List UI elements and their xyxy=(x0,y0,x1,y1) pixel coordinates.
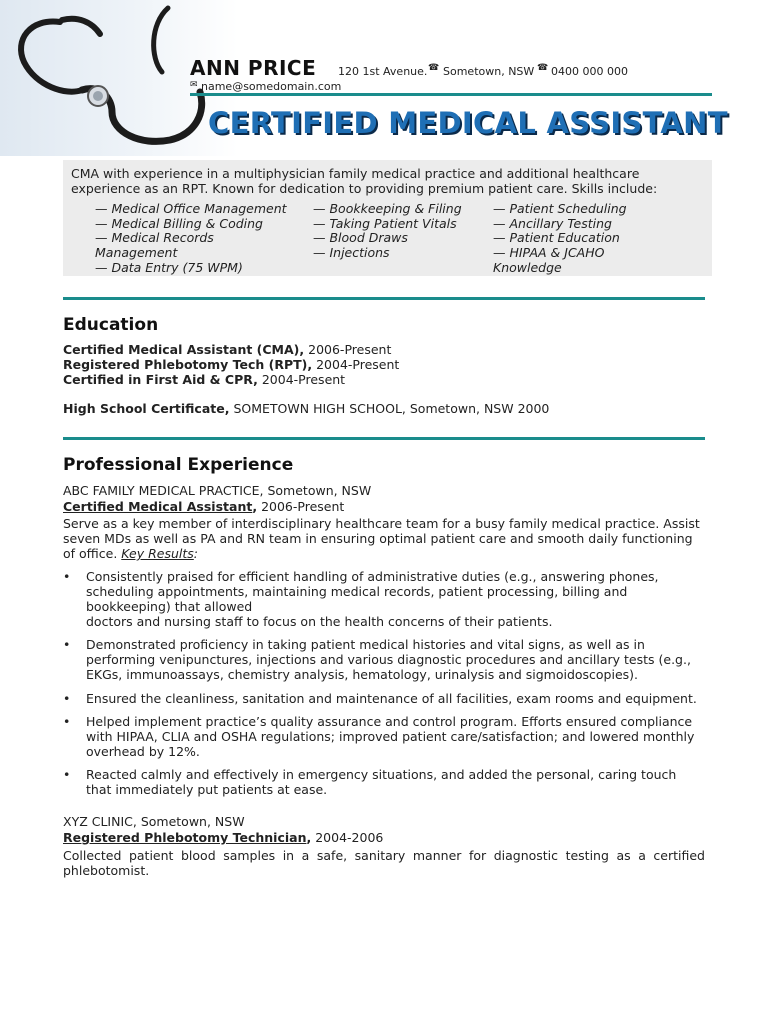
employer-name: XYZ CLINIC, Sometown, NSW xyxy=(63,814,245,829)
applicant-name: ANN PRICE xyxy=(190,56,317,80)
contact-address: 120 1st Avenue. xyxy=(338,65,428,78)
education-heading: Education xyxy=(63,315,159,335)
result-bullet: • Helped implement practice’s quality assurance and control program. Efforts ensured compliance with HIPAA, CLIA and OSHA regulations; improved patient care/satisfaction; and lowered monthly overhead by 12%. xyxy=(63,714,695,760)
skill-item: — Injections xyxy=(313,245,390,261)
bullet-icon: • xyxy=(63,691,71,706)
school-item: High School Certificate, SOMETOWN HIGH SCHOOL, Sometown, NSW 2000 xyxy=(63,401,550,416)
skill-item: — Bookkeeping & Filing xyxy=(313,201,462,216)
separator-icon: ☎ xyxy=(428,63,440,73)
skill-item: — Medical Billing & Coding xyxy=(95,215,263,231)
education-item: Certified Medical Assistant (CMA), 2006-Present xyxy=(63,342,392,357)
result-bullet: • Demonstrated proficiency in taking patient medical histories and vital signs, as well as in performing venipunctures, injections and various diagnostic procedures and ancillary tests (e.g., EKGs, immunoassays, chemistry analysis, hematology, urinalysis and sigmoidoscopies). xyxy=(63,637,691,683)
result-bullet: • Reacted calmly and effectively in emergency situations, and added the personal, caring touch that immediately put patients at ease. xyxy=(63,767,677,798)
bullet-icon: • xyxy=(63,569,71,584)
skill-item: — Ancillary Testing xyxy=(493,215,612,231)
skill-item: — HIPAA & JCAHO xyxy=(493,245,605,261)
skill-item: — Taking Patient Vitals xyxy=(313,215,457,231)
header-divider xyxy=(190,93,712,96)
education-item: Registered Phlebotomy Tech (RPT), 2004-Present xyxy=(63,357,400,372)
result-bullet-continued: doctors and nursing staff to focus on the health concerns of their patients. xyxy=(86,614,553,629)
job-title: CERTIFIED MEDICAL ASSISTANT xyxy=(208,106,728,140)
email-icon: ✉ xyxy=(190,80,198,90)
skill-item: Knowledge xyxy=(493,259,562,275)
skill-item: Management xyxy=(95,245,178,261)
contact-city: Sometown, NSW xyxy=(443,65,535,78)
education-item: Certified in First Aid & CPR, 2004-Present xyxy=(63,372,346,387)
skill-item: — Medical Records xyxy=(95,230,214,246)
section-divider xyxy=(63,297,705,300)
skill-item: — Patient Scheduling xyxy=(493,201,627,216)
contact-email: name@somedomain.com xyxy=(201,80,342,93)
skill-item: — Blood Draws xyxy=(313,230,408,246)
job-role: Registered Phlebotomy Technician, 2004-2006 xyxy=(63,830,384,845)
job-role: Certified Medical Assistant, 2006-Present xyxy=(63,499,345,514)
bullet-icon: • xyxy=(63,637,71,652)
job-description: Collected patient blood samples in a safe, sanitary manner for diagnostic testing as a certified phlebotomist. xyxy=(63,848,705,878)
skill-item: — Medical Office Management xyxy=(95,201,287,216)
bullet-icon: • xyxy=(63,767,71,782)
contact-phone: 0400 000 000 xyxy=(551,65,628,78)
employer-name: ABC FAMILY MEDICAL PRACTICE, Sometown, NSW xyxy=(63,483,372,498)
job-description: Serve as a key member of interdisciplinary healthcare team for a busy family medical practice. Assist seven MDs as well as PA and RN team in ensuring optimal patient care and smooth daily functioning of office. Key Results: xyxy=(63,516,700,561)
summary-box xyxy=(63,160,712,276)
result-bullet: • Ensured the cleanliness, sanitation and maintenance of all facilities, exam rooms and equipment. xyxy=(63,691,697,706)
section-divider xyxy=(63,437,705,440)
result-bullet: • Consistently praised for efficient handling of administrative duties (e.g., answering phones, scheduling appointments, maintaining medical records, patient processing, billing and bookkeeping) that allowed xyxy=(63,569,659,615)
summary-text: CMA with experience in a multiphysician family medical practice and additional healthcare experience as an RPT. Known for dedication to providing premium patient care. Skills include: xyxy=(71,166,658,196)
bullet-icon: • xyxy=(63,714,71,729)
experience-heading: Professional Experience xyxy=(63,455,294,475)
skill-item: — Patient Education xyxy=(493,230,620,246)
skill-item: — Data Entry (75 WPM) xyxy=(95,259,243,275)
phone-icon: ☎ xyxy=(537,63,549,73)
